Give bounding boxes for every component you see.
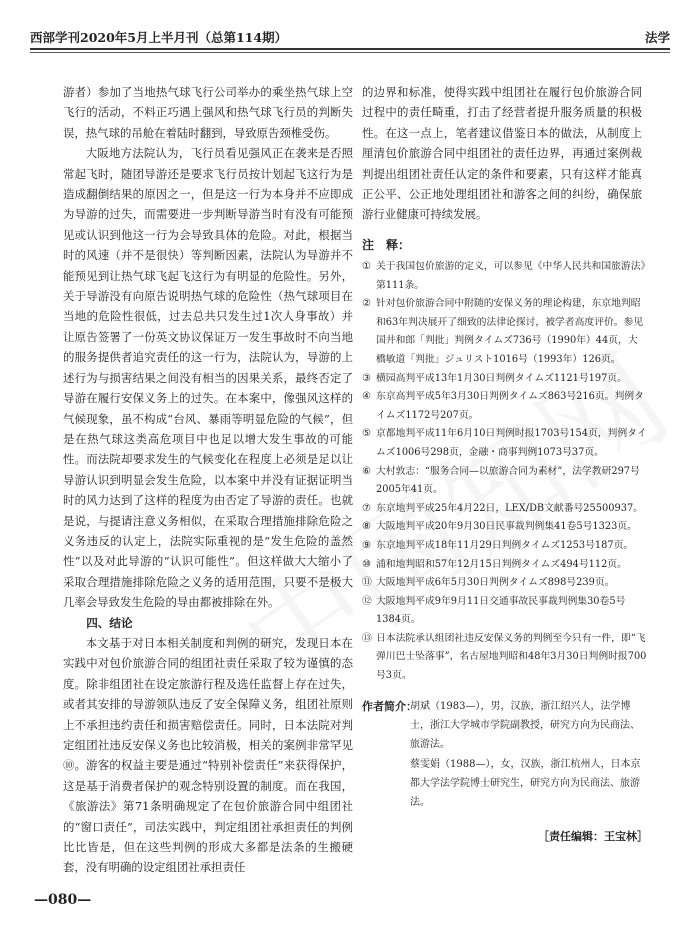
- note-text: 大村敦志：“服务合同—以旅游合同为素材”，法学教研297号2005年41页。: [376, 465, 640, 496]
- header-rule-thick: [30, 48, 670, 50]
- note-item: [362, 295, 647, 369]
- note-text: 关于我国包价旅游的定义，可以参见《中华人民共和国旅游法》第111条。: [376, 261, 646, 291]
- note-number: ③: [362, 372, 371, 384]
- note-text: 日本法院承认组团社违反安保义务的判例至今只有一件，即“飞弹川巴士坠落事”，名古屋地判昭和48年3月30日判例时报700号3页。: [376, 632, 647, 682]
- author-label: 作者简介：: [362, 700, 417, 713]
- note-number: ⑬: [362, 632, 372, 644]
- body-paragraph: 的边界和标准，使得实践中组团社在履行包价旅游合同过程中的责任畸重，打击了经营者提升服务质量的积极性。在这一点上，笔者建议借鉴日本的做法，从制度上厘清包价旅游合同中组团社的责任边界，再通过案例裁判提出组团社责任认定的条件和要素，只有这样才能真正公平、公正地处理组团社和游客之间的纠纷，确保旅游行业健康可持续发展。: [362, 85, 642, 222]
- author-block: [362, 698, 647, 815]
- section-name: 法学: [644, 30, 670, 45]
- note-item: [362, 630, 647, 686]
- note-item: [362, 425, 647, 462]
- note-item: [362, 370, 647, 389]
- author-bios: [410, 698, 647, 813]
- note-number: ⑪: [362, 577, 372, 589]
- note-text: 东京高判平成5年3月30日判例タイムズ863号216页。判例タイムズ1172号207页。: [376, 391, 644, 421]
- note-text: 大阪地判平成6年5月30日判例タイムズ898号239页。: [376, 577, 615, 589]
- header-rule-thin: [30, 52, 670, 53]
- note-number: ⑤: [362, 428, 371, 440]
- note-number: ⑫: [362, 595, 372, 607]
- left-column: [63, 82, 353, 878]
- section-heading: 四、结论: [86, 615, 133, 630]
- note-text: 浦和地判昭和57年12月15日判例タイムズ494号112页。: [376, 558, 627, 570]
- body-paragraph: 本文基于对日本相关制度和判例的研究，发现日本在实践中对包价旅游合同的组团社责任采取了较为谨慎的态度。除非组团社在设定旅游行程及选任监督上存在过失，或者其安排的导游领队违反了安全保障义务，组团社原则上不承担违约责任和损害赔偿责任。同时，日本法院对判定组团社违反安保义务也比较消极，相关的案例非常罕见⑩。游客的权益主要是通过“特别补偿责任”来获得保护，这是基于消费者保护的观念特别设置的制度。而在我国，《旅游法》第71条明确规定了在包价旅游合同中组团社的“窗口责任”，司法实践中，判定组团社承担责任的判例比比皆是，但在这些判例的形成大多都是法条的生搬硬套，没有明确的设定组团社承担责任: [63, 635, 353, 875]
- note-text: 针对包价旅游合同中附随的安保义务的理论构建，东京地判昭和63年判决展开了细致的法律论探讨，被学者高度评价。参见国井和郎「判批」判例タイムズ736号（1990年）44页，大橋敏道「判批」ジュリスト1016号（1993年）126页。: [376, 298, 644, 365]
- note-text: 大阪地判平成9年9月11日交通事故民事裁判例集30卷5号1384页。: [376, 595, 626, 626]
- note-number: ④: [362, 391, 371, 403]
- note-number: ⑦: [362, 502, 371, 514]
- note-item: [362, 518, 647, 537]
- editor-credit: ［责任编辑：王宝林］: [538, 830, 648, 843]
- note-item: [362, 537, 647, 556]
- note-text: 东京地判平成18年11月29日判例タイムズ1253号187页。: [376, 539, 634, 551]
- note-number: ⑨: [362, 539, 371, 551]
- author-bio: 蔡雯娟（1988—），女，汉族，浙江杭州人，日本京都大学法学院博士研究生，研究方向为民商法、旅游法。: [410, 759, 641, 808]
- note-number: ①: [362, 261, 371, 272]
- note-item: [362, 556, 647, 575]
- note-text: 横园高判平成13年1月30日判例タイムズ1121号197页。: [376, 372, 627, 384]
- body-paragraph: 游者）参加了当地热气球飞行公司举办的乘坐热气球上空飞行的活动，不料正巧遇上强风和热气球飞行员的判断失误，热气球的吊舱在着陆时翻到，导致原告颈椎受伤。: [63, 85, 353, 140]
- page-header: [30, 28, 670, 46]
- author-bio: 胡斌（1983—），男，汉族，浙江绍兴人，法学博士，浙江大学城市学院副教授，研究方向为民商法、旅游法。: [410, 701, 640, 750]
- right-column: [362, 82, 642, 225]
- notes-title: 注 释：: [362, 238, 411, 252]
- notes-list: [362, 258, 647, 686]
- note-number: ⑧: [362, 521, 371, 533]
- page-number: —080—: [34, 892, 92, 908]
- note-item: [362, 574, 647, 593]
- note-item: [362, 593, 647, 630]
- note-number: ②: [362, 298, 371, 310]
- note-number: ⑩: [362, 558, 371, 570]
- note-item: [362, 500, 647, 519]
- note-item: [362, 463, 647, 500]
- body-paragraph: 大阪地方法院认为，飞行员看见强风正在袭来是否照常起飞时，随团导游还是要求飞行员按计划起飞这行为是造成翻倒结果的原因之一，但是这一行为本身并不应即成为导游的过失，而需要进一步判断导游当时有没有可能预见或认识到他这一行为会导致具体的危险。对此，根据当时的风速（并不是很快）等判断因素，法院认为导游并不能预见到让热气球飞起飞这行为有明显的危险性。另外，关于导游没有向原告说明热气球的危险性（热气球项目在当地的危险性很低，过去总共只发生过1次人身事故）并让原告签署了一份英文协议保证万一发生事故时不向当地的服务提供者追究责任的这一行为，法院认为，导游的上述行为与损害结果之间没有相当的因果关系，最终否定了导游在履行安保义务上的过失。在本案中，像强风这样的气候现象，虽不构成“台风、暴雨等明显危险的气候”，但是在热气球这类高危项目中也足以增大发生事故的可能性。而法院却要求发生的气候变化在程度上必须是足以让导游认识到明显会发生危险，以本案中并没有证据证明当时的风力达到了这样的程度为由否定了导游的责任。也就是说，与提请注意义务相似，在采取合理措施排除危险之义务违反的认定上，法院实际重视的是“发生危险的盖然性”以及对此导游的“认识可能性”。但这样做大大缩小了采取合理措施排除危险之义务的适用范围，只要不是极大几率会导致发生危险的导由都被排除在外。: [63, 146, 353, 610]
- note-text: 东京地判平成25年4月22日，LEX/DB文献番号25500937。: [376, 502, 643, 514]
- note-item: [362, 388, 647, 425]
- note-number: ⑥: [362, 465, 371, 477]
- note-text: 大阪地判平成20年9月30日民事裁判例集41卷5号1323页。: [376, 521, 637, 533]
- note-text: 京都地判平成11年6月10日判例时报1703号154页，判例タイムズ1006号298页，金融・商事判例1073号37页。: [376, 428, 647, 458]
- journal-title: 西部学刊2020年5月上半月刊（总第114期）: [30, 30, 288, 45]
- note-item: [362, 258, 647, 295]
